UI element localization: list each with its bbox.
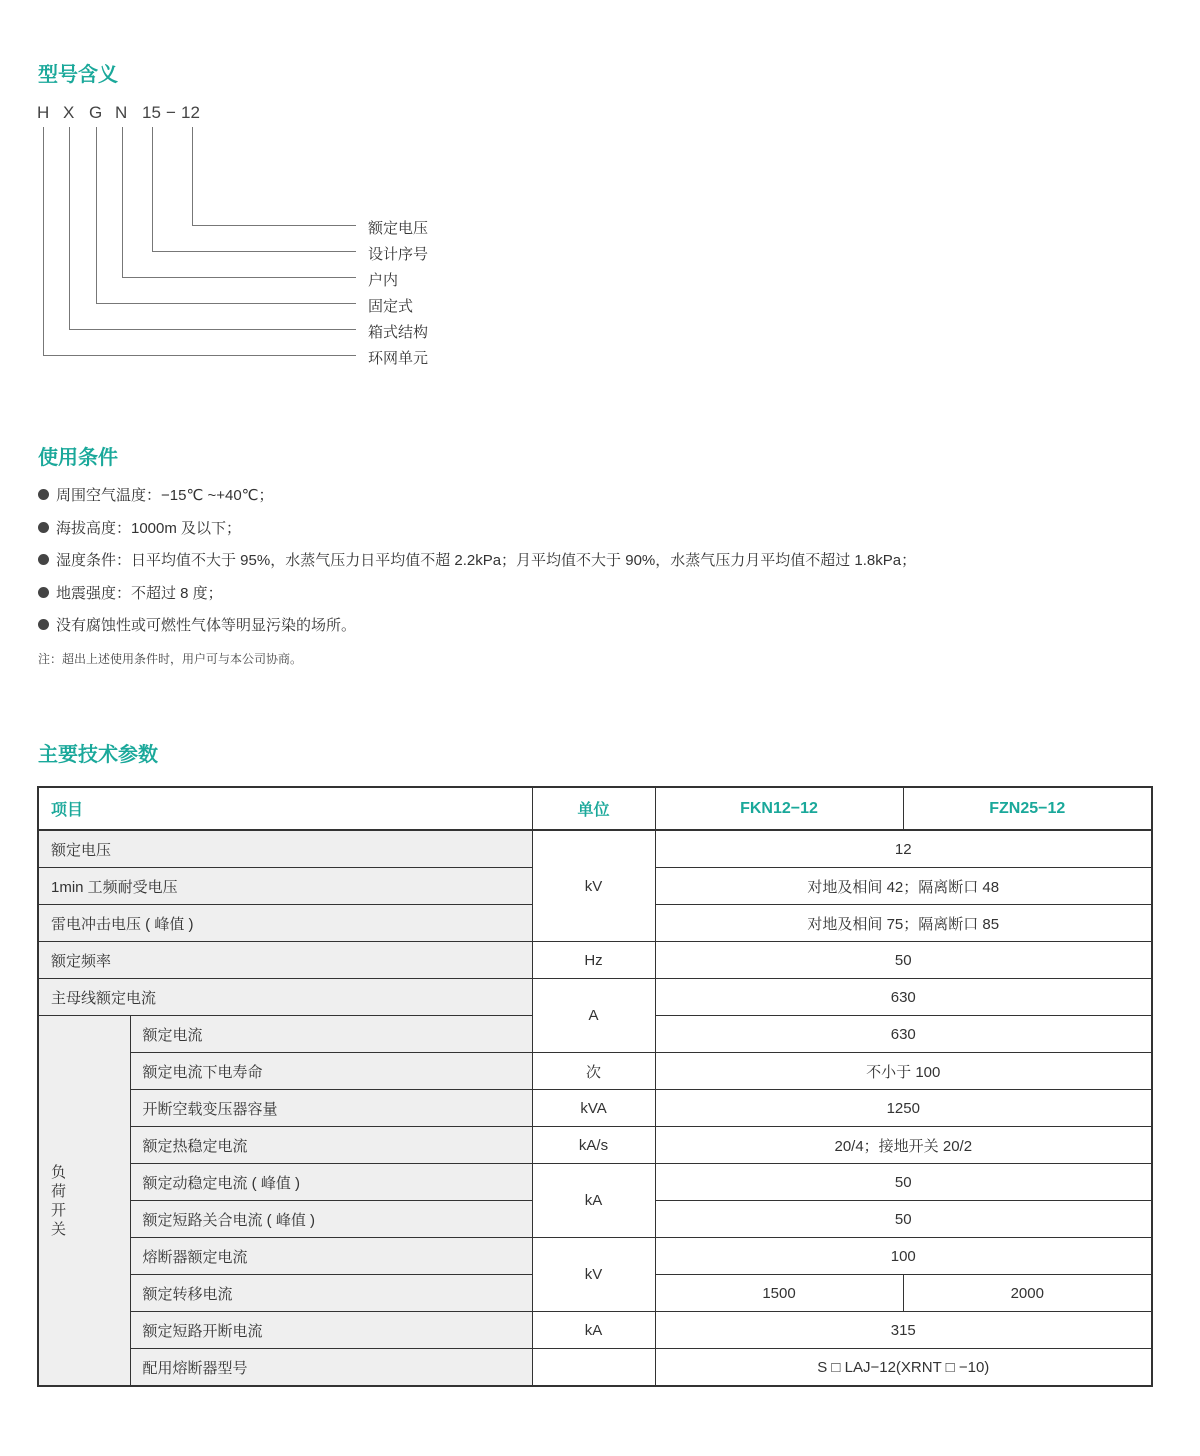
- row-value-model-1: 1500: [655, 1275, 903, 1312]
- table-row: [38, 1090, 1152, 1127]
- row-value: 12: [655, 830, 1152, 868]
- section-title-model: 型号含义: [38, 64, 118, 86]
- row-label: 1min 工频耐受电压: [38, 868, 532, 905]
- code-label-box: 箱式结构: [368, 324, 429, 341]
- leader-vline-n: [122, 127, 123, 277]
- row-unit: A: [532, 979, 655, 1053]
- table-row: [38, 1312, 1152, 1349]
- section-title-params: 主要技术参数: [38, 744, 158, 766]
- table-row: [38, 1053, 1152, 1090]
- condition-item: 地震强度：不超过 8 度；: [38, 584, 916, 617]
- code-label-design-no: 设计序号: [368, 246, 429, 263]
- table-row: [38, 830, 1152, 868]
- conditions-list: [38, 486, 916, 649]
- leader-hline-fixed: [96, 303, 356, 304]
- row-unit: Hz: [532, 942, 655, 979]
- row-label: 配用熔断器型号: [130, 1349, 532, 1387]
- code-label-fixed: 固定式: [368, 298, 414, 315]
- bullet-icon: [38, 554, 49, 565]
- row-unit: [532, 1349, 655, 1387]
- conditions-note: 注：超出上述使用条件时，用户可与本公司协商。: [38, 652, 303, 666]
- row-value: 不小于 100: [655, 1053, 1152, 1090]
- group-label-load-switch: [38, 1016, 130, 1387]
- row-label: 额定电流: [130, 1016, 532, 1053]
- row-unit: 次: [532, 1053, 655, 1090]
- row-label: 额定热稳定电流: [130, 1127, 532, 1164]
- row-label: 开断空载变压器容量: [130, 1090, 532, 1127]
- leader-vline-g: [96, 127, 97, 303]
- table-row: [38, 979, 1152, 1016]
- row-label: 额定短路关合电流 ( 峰值 ): [130, 1201, 532, 1238]
- code-char-dash: −: [166, 103, 176, 122]
- code-label-rated-voltage: 额定电压: [368, 220, 429, 237]
- table-row: [38, 1164, 1152, 1201]
- row-unit: kA/s: [532, 1127, 655, 1164]
- row-label: 额定转移电流: [130, 1275, 532, 1312]
- row-label: 额定短路开断电流: [130, 1312, 532, 1349]
- code-char-15: 15: [142, 103, 161, 122]
- code-label-indoor: 户内: [368, 272, 399, 289]
- code-char-n: N: [115, 103, 128, 122]
- leader-hline-indoor: [122, 277, 356, 278]
- row-value: 1250: [655, 1090, 1152, 1127]
- row-value: S □ LAJ−12(XRNT □ −10): [655, 1349, 1152, 1387]
- leader-vline-15: [152, 127, 153, 251]
- row-value: 50: [655, 942, 1152, 979]
- row-label: 雷电冲击电压 ( 峰值 ): [38, 905, 532, 942]
- leader-hline-box: [69, 329, 356, 330]
- row-value: 315: [655, 1312, 1152, 1349]
- group-label-text: 负荷开关: [51, 1163, 67, 1238]
- table-row: [38, 1238, 1152, 1275]
- header-item: 项目: [38, 787, 532, 830]
- row-label: 熔断器额定电流: [130, 1238, 532, 1275]
- leader-vline-12: [192, 127, 193, 225]
- section-title-conditions: 使用条件: [38, 447, 118, 469]
- code-char-x: X: [63, 103, 75, 122]
- bullet-icon: [38, 489, 49, 500]
- row-value: 20/4；接地开关 20/2: [655, 1127, 1152, 1164]
- leader-hline-ring: [43, 355, 356, 356]
- row-value: 630: [655, 979, 1152, 1016]
- bullet-icon: [38, 587, 49, 598]
- header-unit: 单位: [532, 787, 655, 830]
- row-value: 50: [655, 1164, 1152, 1201]
- row-value: 50: [655, 1201, 1152, 1238]
- spec-table: [37, 786, 1153, 1387]
- code-char-h: H: [37, 103, 50, 122]
- header-model-1: FKN12−12: [655, 787, 903, 830]
- condition-item: 周围空气温度：−15℃ ~+40℃；: [38, 486, 916, 519]
- header-model-2: FZN25−12: [903, 787, 1152, 830]
- leader-hline-design-no: [152, 251, 356, 252]
- row-unit: kA: [532, 1164, 655, 1238]
- row-label: 额定动稳定电流 ( 峰值 ): [130, 1164, 532, 1201]
- row-label: 额定频率: [38, 942, 532, 979]
- table-row: [38, 1127, 1152, 1164]
- code-label-ring: 环网单元: [368, 350, 429, 367]
- table-row: [38, 1349, 1152, 1387]
- condition-item: 湿度条件：日平均值不大于 95%，水蒸气压力日平均值不超 2.2kPa；月平均值不大于 90%，水蒸气压力月平均值不超过 1.8kPa；: [38, 551, 916, 584]
- row-value: 630: [655, 1016, 1152, 1053]
- row-value: 对地及相间 42；隔离断口 48: [655, 868, 1152, 905]
- leader-vline-x: [69, 127, 70, 329]
- bullet-icon: [38, 619, 49, 630]
- row-unit: kV: [532, 830, 655, 942]
- leader-hline-rated-voltage: [192, 225, 356, 226]
- row-value: 对地及相间 75；隔离断口 85: [655, 905, 1152, 942]
- row-unit: kV: [532, 1238, 655, 1312]
- row-value: 100: [655, 1238, 1152, 1275]
- code-char-g: G: [89, 103, 103, 122]
- condition-item: 海拔高度：1000m 及以下；: [38, 519, 916, 552]
- row-label: 额定电流下电寿命: [130, 1053, 532, 1090]
- table-header-row: [38, 787, 1152, 830]
- row-label: 主母线额定电流: [38, 979, 532, 1016]
- bullet-icon: [38, 522, 49, 533]
- row-unit: kVA: [532, 1090, 655, 1127]
- row-label: 额定电压: [38, 830, 532, 868]
- row-unit: kA: [532, 1312, 655, 1349]
- row-value-model-2: 2000: [903, 1275, 1152, 1312]
- code-char-12: 12: [181, 103, 200, 122]
- condition-item: 没有腐蚀性或可燃性气体等明显污染的场所。: [38, 616, 916, 649]
- leader-vline-h: [43, 127, 44, 355]
- table-row: [38, 942, 1152, 979]
